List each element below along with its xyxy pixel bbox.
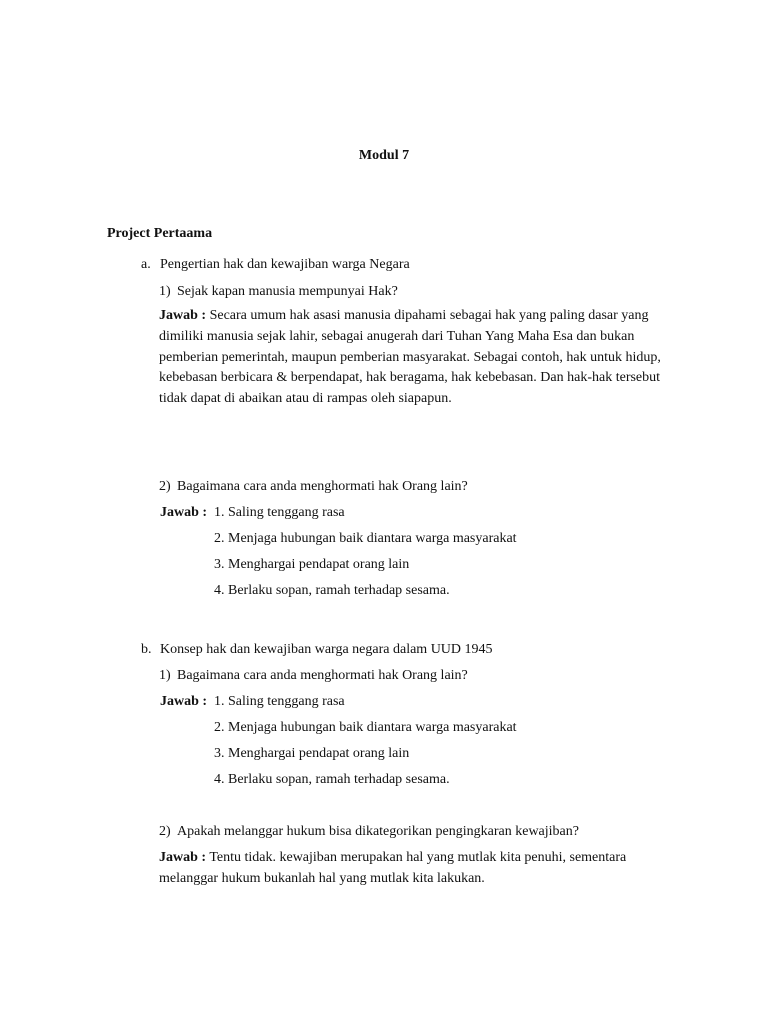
answer-text: Secara umum hak asasi manusia dipahami sebagai hak yang paling dasar yang dimiliki manusia sejak lahir, sebagai anugerah dari Tuhan Yang Maha Esa dan bukan pemberian pemerintah, maupun pemberian masyarakat. Sebagai contoh, hak untuk hidup, kebebasan berbicara & berpendapat, hak beragama, hak kebebasan. Dan hak-hak tersebut tidak dapat di abaikan atau di rampas oleh siapapun. [159,308,661,407]
list-item: 3. Menghargai pendapat orang lain [214,557,410,572]
list-item: 4. Berlaku sopan, ramah terhadap sesama. [214,772,450,787]
section-a-q1-answer [159,306,669,410]
answer-label: Jawab : [159,308,207,323]
list-item: 2. Menjaga hubungan baik diantara warga masyarakat [214,531,517,546]
answer-label: Jawab : [159,850,207,865]
list-item: 3. Menghargai pendapat orang lain [214,746,410,761]
section-b-marker: b. [141,642,152,657]
section-b-q2-number: 2) [159,824,171,839]
list-item: 1. Saling tenggang rasa [214,505,345,520]
section-a-q2-question: Bagaimana cara anda menghormati hak Orang lain? [177,479,468,494]
document-title: Modul 7 [358,148,410,163]
section-a-q2-number: 2) [159,479,171,494]
section-b-q2-answer [159,848,629,890]
section-a-q1-question: Sejak kapan manusia mempunyai Hak? [177,284,398,299]
section-a-heading: Pengertian hak dan kewajiban warga Negara [160,257,410,272]
section-b-q1-question: Bagaimana cara anda menghormati hak Orang lain? [177,668,468,683]
section-b-q2-question: Apakah melanggar hukum bisa dikategorikan pengingkaran kewajiban? [177,824,579,839]
list-item: 1. Saling tenggang rasa [214,694,345,709]
list-item: 2. Menjaga hubungan baik diantara warga masyarakat [214,720,517,735]
list-item: 4. Berlaku sopan, ramah terhadap sesama. [214,583,450,598]
section-b-heading: Konsep hak dan kewajiban warga negara dalam UUD 1945 [160,642,493,657]
section-a-q2-answer-label: Jawab : [160,505,208,520]
section-a-marker: a. [141,257,151,272]
section-a-q1-number: 1) [159,284,171,299]
section-b-q1-answer-label: Jawab : [160,694,208,709]
project-heading: Project Pertaama [107,226,213,241]
answer-text: Tentu tidak. kewajiban merupakan hal yang mutlak kita penuhi, sementara melanggar hukum bukanlah hal yang mutlak kita lakukan. [159,850,627,886]
section-b-q1-number: 1) [159,668,171,683]
